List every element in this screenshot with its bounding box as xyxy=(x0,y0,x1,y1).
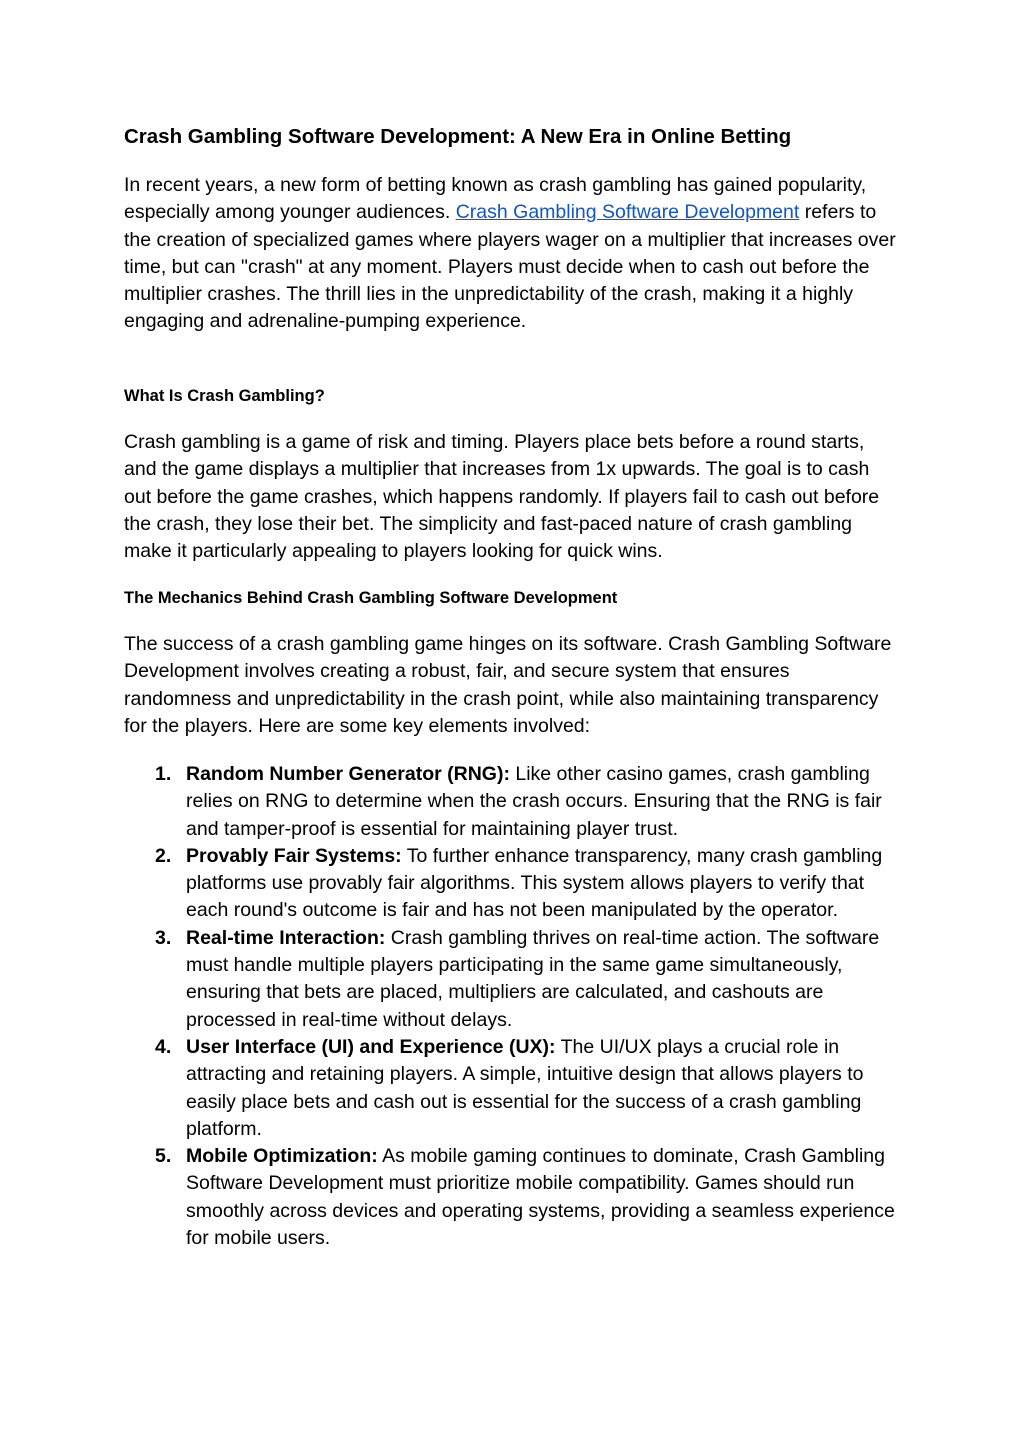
list-item-number: 1. xyxy=(155,763,172,785)
crash-gambling-software-development-link[interactable]: Crash Gambling Software Development xyxy=(455,201,800,224)
list-item-number: 4. xyxy=(155,1035,172,1058)
list-item-number: 2. xyxy=(155,844,172,867)
section-paragraph-mechanics: The success of a crash gambling game hinges on its software. Crash Gambling Software Development involves creating a robust, fair, and secure system that ensures randomness and unpredictability in the crash point, while also maintaining transparency for the players. Here are some key elements involved: xyxy=(124,633,892,737)
list-item-label: Provably Fair Systems: xyxy=(186,844,402,867)
list-item-text: The UI/UX plays a crucial role in attracting and retaining players. A simple, intuitive design that allows players to easily place bets and cash out is essential for the success of a crash gambling platform. xyxy=(186,1035,864,1140)
list-item-label: Real-time Interaction: xyxy=(186,926,386,949)
list-item-number: 5. xyxy=(155,1145,172,1168)
key-elements-list xyxy=(124,761,900,1252)
list-item-number: 3. xyxy=(155,926,172,949)
list-item-text: To further enhance transparency, many crash gambling platforms use provably fair algorithms. This system allows players to verify that each round's outcome is fair and has not been manipulated by the operator. xyxy=(186,844,883,922)
list-item-text: As mobile gaming continues to dominate, Crash Gambling Software Development must prioritize mobile compatibility. Games should run smoothly across devices and operating systems, providing a seamless experience for mobile users. xyxy=(186,1145,895,1250)
section-paragraph-what-is-crash-gambling: Crash gambling is a game of risk and timing. Players place bets before a round starts, and the game displays a multiplier that increases from 1x upwards. The goal is to cash out before the game crashes, which happens randomly. If players fail to cash out before the crash, they lose their bet. The simplicity and fast-paced nature of crash gambling make it particularly appealing to players looking for quick wins. xyxy=(124,431,880,563)
list-item xyxy=(124,843,900,925)
list-item-text: Like other casino games, crash gambling relies on RNG to determine when the crash occurs. Ensuring that the RNG is fair and tamper-proof is essential for maintaining player trust. xyxy=(186,763,882,840)
intro-text-after-link: refers to the creation of specialized games where players wager on a multiplier that increases over time, but can "crash" at any moment. Players must decide when to cash out before the multiplier crashes. The thrill lies in the unpredictability of the crash, making it a highly engaging and adrenaline-pumping experience. xyxy=(124,201,896,333)
list-item-label: User Interface (UI) and Experience (UX): xyxy=(186,1035,556,1058)
list-item xyxy=(124,925,900,1034)
list-item-label: Random Number Generator (RNG): xyxy=(186,763,510,785)
list-item xyxy=(124,1143,900,1252)
list-item xyxy=(124,761,900,843)
list-item-label: Mobile Optimization: xyxy=(186,1145,378,1168)
intro-text-before-link: In recent years, a new form of betting known as crash gambling has gained popularity, especially among younger audiences. xyxy=(124,174,867,224)
intro-paragraph xyxy=(124,172,900,336)
section-heading-mechanics: The Mechanics Behind Crash Gambling Software Development xyxy=(124,589,618,607)
list-item xyxy=(124,1034,900,1143)
list-item-text: Crash gambling thrives on real-time action. The software must handle multiple players participating in the same game simultaneously, ensuring that bets are placed, multipliers are calculated, and cashouts are processed in real-time without delays. xyxy=(186,926,880,1031)
section-heading-what-is-crash-gambling: What Is Crash Gambling? xyxy=(124,387,325,405)
document-title: Crash Gambling Software Development: A New Era in Online Betting xyxy=(124,125,792,148)
